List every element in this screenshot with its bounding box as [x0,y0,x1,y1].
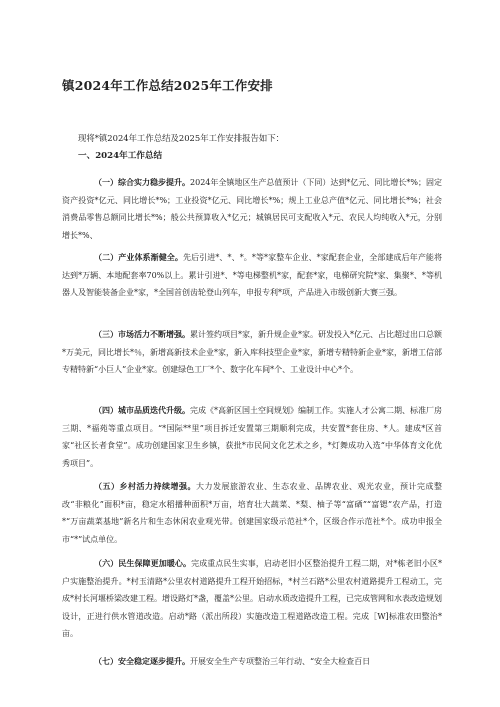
intro-paragraph: 现将*镇2024年工作总结及2025年工作安排报告如下： [78,133,284,143]
paragraph-6 [62,555,442,643]
paragraph-1-heading: （一）综合实力稳步提升。 [94,177,191,187]
document-title: 镇2024年工作总结2025年工作安排 [62,78,273,93]
paragraph-6-body: 完成重点民生实事，启动老旧小区整治提升工程二期，对*栋老旧小区*户实施整治提升。*村玉清路*公里农村道路提升工程开始招标，*村兰石路*公里农村道路提升工程动工，完成*村长河堰桥梁改建工程。增设路灯*盏，覆盖*公里。启动水质改造提升工程，已完成管网和水表改造规划设计，正进行供水管道改造。启动*路（派出所段）实施改造工程道路改造工程。完成［W]标准农田整治*亩。 [62,559,443,639]
paragraph-5-heading: （五）乡村活力持续增强。 [94,481,196,491]
paragraph-2-body: 先后引进*、*、*。*等*家整车企业、*家配套企业，全部建成后年产能将达到*万辆、本地配套率70%以上。累计引进*、*等电梯整机*家，配套*家，电梯研究院*家、集聚*、*等机器人及智能装备企业*家，*全国首创齿轮登山列车，申报专利*项，产品进入市级创新大赛三强。 [62,253,443,298]
section-heading: 一、2024年工作总结 [78,151,163,161]
paragraph-7-heading: （七）安全稳定逐步提升。 [94,656,190,666]
paragraph-5-body: 大力发展旅游农业、生态农业、品牌农业、观光农业，预计完成整改“非粮化”面积*亩，稳定水稻播种面积*万亩，培育壮大蔬菜、*梨、柚子等“富硒”“富锶”农产品，打造*“万亩蔬菜基地”新名片和生态休闲农业观光带。创建国家级示范社*个，区级合作示范社*个。成功申报全市“*”试点单位。 [62,482,442,544]
paragraph-4 [62,402,442,472]
paragraph-1 [62,174,442,244]
paragraph-3-heading: （三）市场活力不断增强。 [94,329,190,339]
paragraph-2-heading: （二）产业体系渐健全。 [94,252,183,262]
paragraph-7-body: 开展安全生产专项整治三年行动、“安全大检查百日 [190,657,371,666]
paragraph-2 [62,249,442,302]
paragraph-5 [62,478,442,548]
paragraph-3 [62,326,442,379]
paragraph-1-body: 2024年全镇地区生产总值预计（下同）达到*亿元、同比增长*%；固定资产投资*亿元、同比增长*%；工业投资*亿元、同比增长*%；规上工业总产值*亿元、同比增长*%；社会消费品零售总额同比增长*%；般公共预算收入*亿元；城镇居民可支配收入*元、农民人均纯收入*元，分别增长*%、 [62,178,442,240]
paragraph-7 [62,653,442,671]
paragraph-4-heading: （四）城市品质迭代升级。 [94,405,190,415]
paragraph-6-heading: （六）民生保障更加暖心。 [94,558,192,568]
paragraph-3-body: 累计签约项目*家，新升规企业*家。研发投入*亿元、占比超过出口总额*万美元，同比增长*％，新增高新技术企业*家，新入库科技型企业*家，新增专精特新企业*家，新增工信部专精特新“小巨人”企业*家。创建绿色工厂*个、数字化车间*个、工业设计中心*个。 [62,330,442,375]
paragraph-4-body: 完成《*高新区国土空间规划》编制工作。实施人才公寓二期、标准厂房三期、*福苑等重点项目。“*国际**里”项目拆迁安置第三期顺利完成，共安置*套住房、*人。建成*区首家“社区长者食堂”。成功创建国家卫生乡镇，获批*市民间文化艺术之乡，*灯舞成功入选“中华体育文化优秀项目”。 [62,406,442,468]
